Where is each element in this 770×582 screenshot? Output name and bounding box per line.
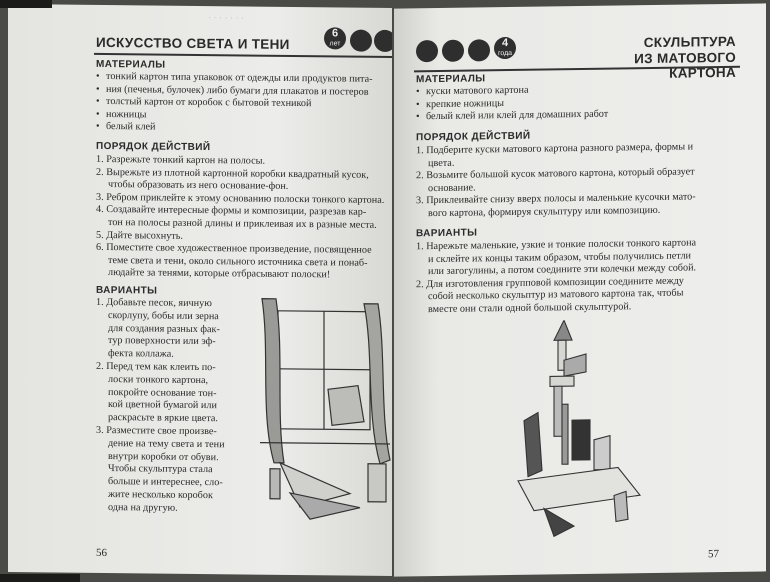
variant-line: для создания разных фак- (108, 322, 220, 335)
variant-line: 2. Перед тем как клеить по- (96, 360, 216, 374)
step-line: людайте за тенями, которые отбрасывают полоски! (108, 267, 331, 281)
variant-line: или загогулины, а потом соедините эти колечки между собой. (428, 262, 697, 278)
variant-line: жите несколько коробок (108, 488, 213, 502)
variant-line: 1. Добавьте песок, яичную (96, 296, 212, 310)
book-clip (0, 574, 80, 582)
step-line: тон на полосы разной длины и приклеивая их в разные места. (108, 217, 377, 231)
variant-line: 1. Нарежьте маленькие, узкие и тонкие полоски тонкого картона (416, 237, 697, 253)
variant-line: раскрасьте в яркие цвета. (108, 412, 218, 425)
variant-line: лоски тонкого картона, (108, 373, 209, 386)
variant-line: 2. Для изготовления групповой композиции соедините между (416, 275, 684, 291)
right-page (394, 3, 766, 576)
steps-heading: ПОРЯДОК ДЕЙСТВИЙ (96, 140, 211, 154)
header-rule (94, 53, 392, 58)
step-line: основание. (428, 182, 476, 194)
variant-line: одна на другую. (108, 501, 178, 514)
list-item: • белый клей (96, 121, 392, 137)
glue-icon (374, 30, 392, 52)
steps-heading: ПОРЯДОК ДЕЙСТВИЙ (416, 130, 531, 144)
variant-line: и склейте их концы таким образом, чтобы получились петли (428, 250, 691, 265)
steps-list (416, 141, 736, 221)
flower-icon (442, 40, 464, 62)
page-number: 57 (708, 548, 719, 561)
scissors-icon (416, 40, 438, 62)
step-line: 4. Создавайте интересные формы и композиции, разрезав кар- (96, 204, 367, 219)
step-line: 6. Поместите свое художественное произведение, посвященное (96, 242, 372, 256)
list-item: • тонкий картон типа упаковок от одежды или продуктов пита- (96, 71, 392, 87)
variant-line: больше и интереснее, сло- (108, 476, 223, 489)
step-line: 3. Ребром приклейте к этому основанию полоски тонкого картона. (96, 191, 385, 206)
materials-heading: МАТЕРИАЛЫ (96, 58, 166, 71)
age-badge: 4 года (494, 37, 516, 59)
step-line: чтобы образовать из него основание-фон. (108, 179, 289, 193)
steps-list (96, 154, 392, 283)
variants-heading: ВАРИАНТЫ (416, 227, 478, 240)
book-clip (0, 0, 52, 8)
page-number: 56 (96, 546, 107, 560)
list-item: • ножницы (96, 109, 392, 125)
variant-line: вместе они стали одной большой скульптурой. (428, 301, 632, 316)
variant-line: внутри коробки от обуви. (108, 450, 219, 463)
step-line: 2. Возьмите большой кусок матового картона, который образует (416, 166, 695, 182)
variant-line: дение на тему света и тени (108, 437, 225, 451)
left-page-title: ИСКУССТВО СВЕТА И ТЕНИ (96, 34, 290, 52)
list-item: • толстый картон от коробок с бытовой техникой (96, 96, 392, 112)
age-badge: 6 лет (324, 27, 346, 49)
list-item: • куски матового картона (416, 82, 736, 99)
variants-list (416, 237, 736, 317)
variants-heading: ВАРИАНТЫ (96, 284, 158, 297)
materials-list (96, 71, 392, 137)
sculpture-illustration (514, 319, 644, 541)
step-line: 3. Приклеивайте снизу вверх полосы и маленькие кусочки мато- (416, 191, 696, 207)
materials-heading: МАТЕРИАЛЫ (416, 73, 486, 86)
glue-icon (468, 39, 490, 61)
variant-line: собой несколько скульптур из матового картона так, чтобы (428, 287, 684, 303)
variant-line: тур поверхности или эф- (108, 335, 216, 348)
left-page (8, 4, 392, 576)
variant-line: 3. Разместите свое произве- (96, 424, 217, 438)
materials-list (416, 82, 736, 124)
step-line: 2. Вырежьте из плотной картонной коробки квадратный кусок, (96, 166, 369, 181)
variant-line: Чтобы скульптура стала (108, 463, 213, 476)
scissors-icon (350, 30, 372, 52)
right-page-title-line1: СКУЛЬПТУРА (643, 33, 736, 51)
step-line: 5. Дайте высохнуть. (96, 229, 183, 242)
step-line: 1. Разрежьте тонкий картон на полосы. (96, 153, 266, 167)
variants-list (96, 297, 258, 516)
step-line: вого картона, формируя скульптуру или композицию. (428, 204, 661, 220)
list-item-continued: • ния (печенья, булочек) либо бумаги для плакатов и постеров (96, 84, 392, 100)
list-item: • белый клей или клей для домашних работ (416, 107, 736, 124)
step-line: теме света и тени, около сильного источника света и понаб- (108, 254, 368, 269)
step-line: цвета. (428, 157, 455, 169)
bleed-through-text: · · · · · · · (208, 12, 244, 23)
window-illustration (240, 292, 392, 534)
step-line: 1. Подберите куски матового картона разного размера, формы и (416, 141, 694, 157)
variant-line: скорлупу, бобы или зерна (108, 309, 219, 322)
variant-line: покройте основание тон- (108, 386, 217, 399)
variant-line: кой цветной бумагой или (108, 399, 217, 412)
variant-line: фекта коллажа. (108, 348, 174, 360)
right-page-title-line2: ИЗ МАТОВОГО КАРТОНА (634, 49, 736, 81)
list-item: • крепкие ножницы (416, 94, 736, 111)
